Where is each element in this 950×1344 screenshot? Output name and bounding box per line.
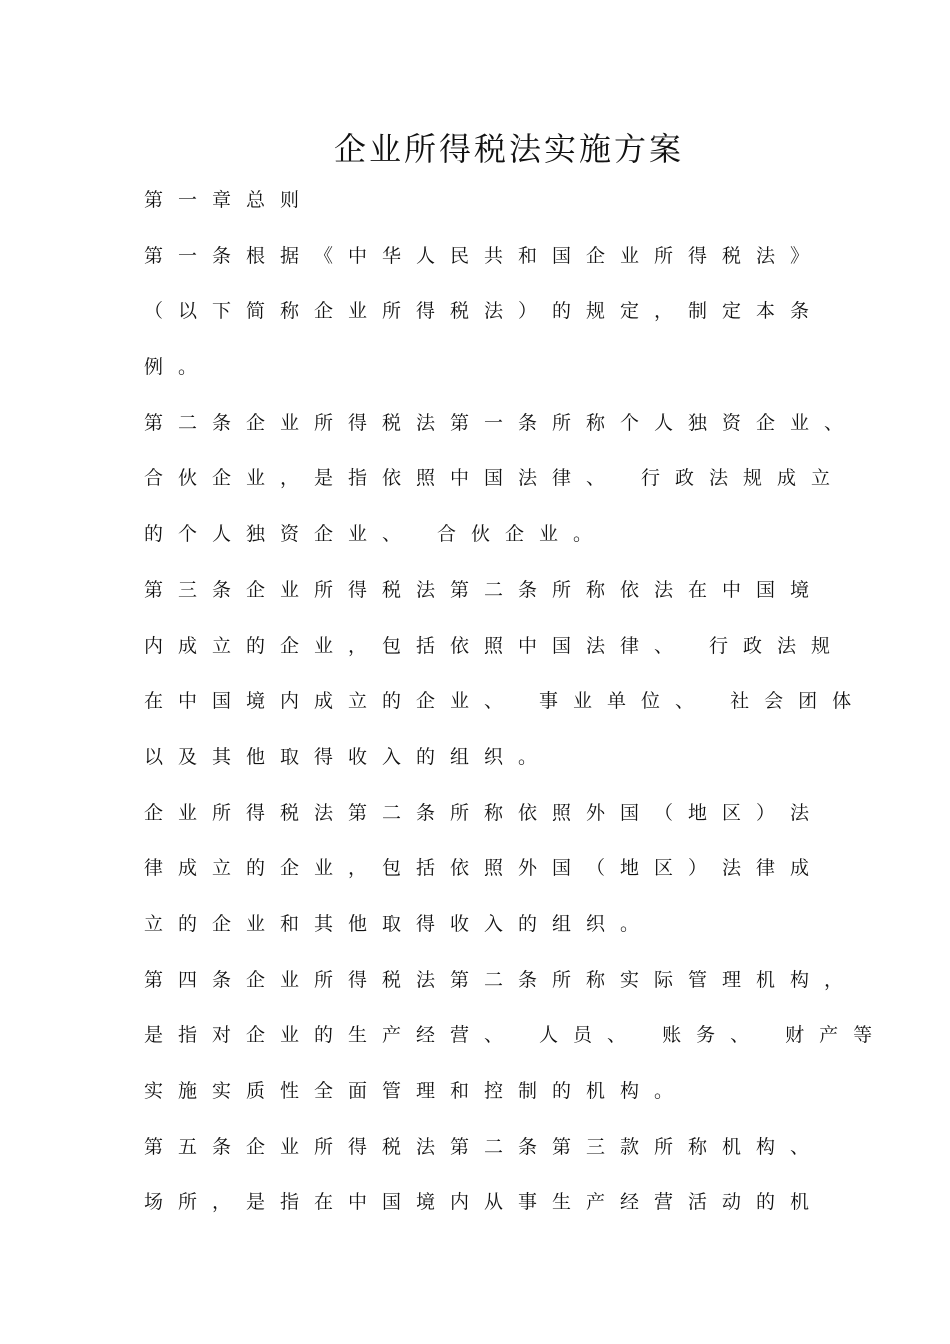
text-line: 第一章总则 bbox=[144, 189, 315, 211]
text-line: 以及其他取得收入的组织。 bbox=[144, 745, 553, 768]
text-line: 第二条企业所得税法第一条所称个人独资企业、 bbox=[144, 411, 859, 434]
text-line: 场所，是指在中国境内从事生产经营活动的机 bbox=[144, 1191, 825, 1214]
text-line: 的个人独资企业、 合伙企业。 bbox=[144, 523, 608, 546]
document-body bbox=[144, 186, 888, 1244]
text-line: 合伙企业，是指依照中国法律、 行政法规成立 bbox=[144, 467, 846, 490]
text-line: 第五条企业所得税法第二条第三款所称机构、 bbox=[144, 1135, 825, 1158]
text-line: 例。 bbox=[144, 356, 213, 379]
text-line: 第四条企业所得税法第二条所称实际管理机构， bbox=[144, 968, 859, 991]
text-line: 立的企业和其他取得收入的组织。 bbox=[144, 912, 655, 935]
text-line: 在中国境内成立的企业、 事业单位、 社会团体 bbox=[144, 690, 867, 713]
text-line: 内成立的企业，包括依照中国法律、 行政法规 bbox=[144, 634, 846, 657]
document-title: 企业所得税法实施方案 bbox=[333, 130, 684, 168]
text-line: （以下简称企业所得税法）的规定，制定本条 bbox=[144, 300, 825, 323]
text-line: 实施实质性全面管理和控制的机构。 bbox=[144, 1080, 689, 1102]
text-line: 第三条企业所得税法第二条所称依法在中国境 bbox=[144, 578, 825, 601]
text-line: 是指对企业的生产经营、 人员、 账务、 财产等 bbox=[144, 1024, 888, 1047]
text-line: 律成立的企业，包括依照外国（地区）法律成 bbox=[144, 857, 825, 880]
text-line: 企业所得税法第二条所称依照外国（地区）法 bbox=[144, 801, 825, 824]
text-line: 第一条根据《中华人民共和国企业所得税法》 bbox=[144, 244, 825, 267]
